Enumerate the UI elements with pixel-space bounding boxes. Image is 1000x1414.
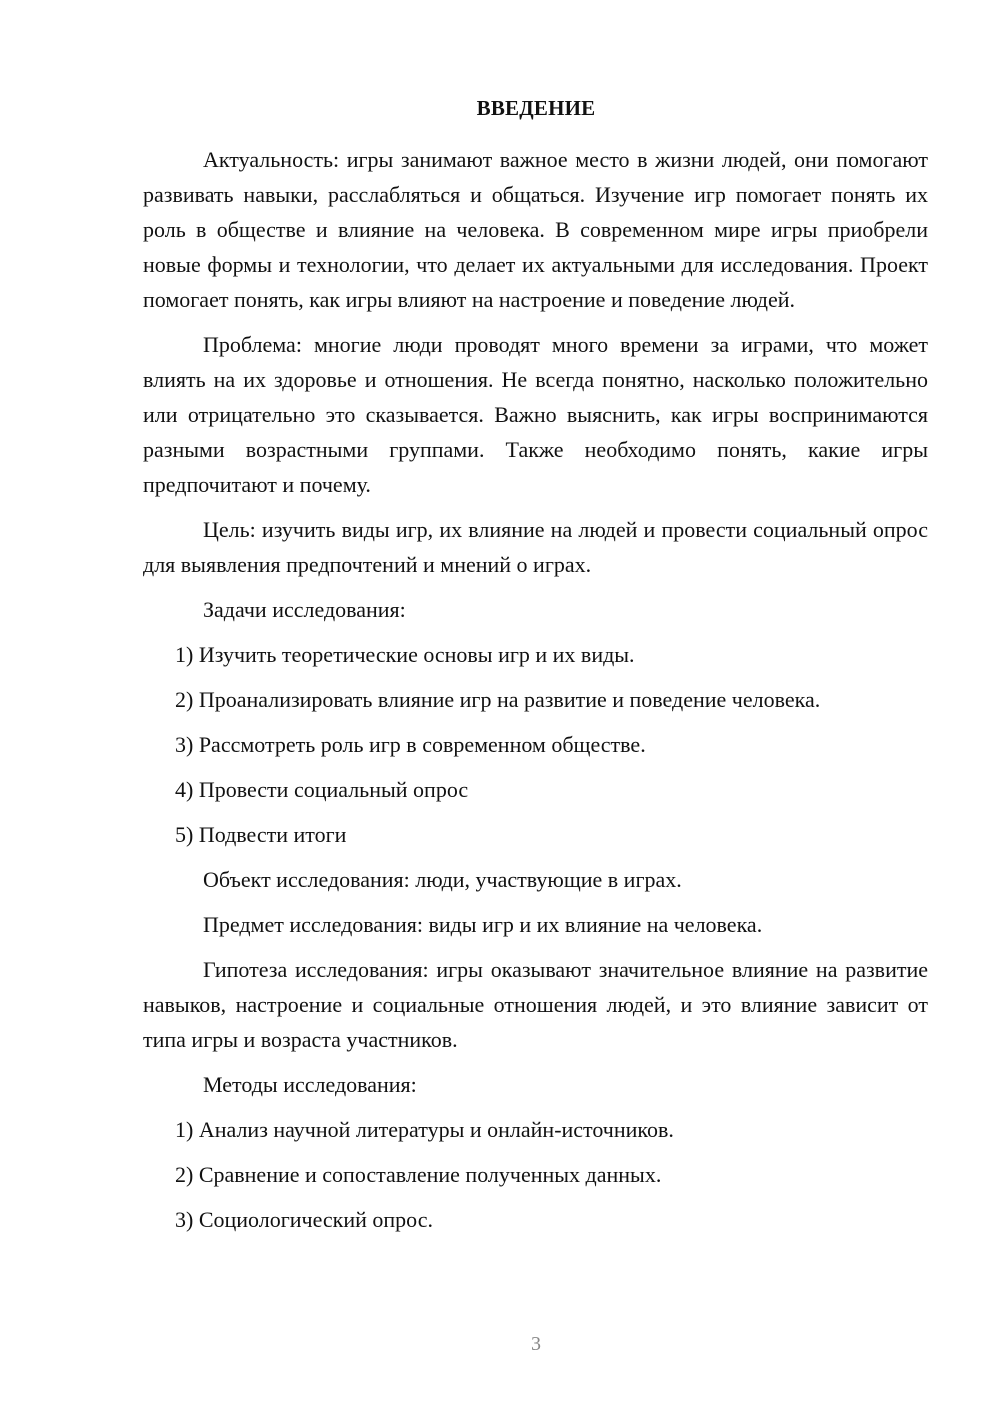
method-item: 2) Сравнение и сопоставление полученных данных. [175,1162,662,1187]
method-item: 1) Анализ научной литературы и онлайн-источников. [175,1117,674,1142]
methods-list [143,1112,928,1237]
research-subject: Предмет исследования: виды игр и их влияние на человека. [203,912,763,937]
problem-paragraph: Проблема: многие люди проводят много времени за играми, что может влиять на их здоровье и отношения. Не всегда понятно, насколько положительно или отрицательно это сказывается. Важно выяснить, как игры воспринимаются разными возрастными группами. Также необходимо понять, какие игры предпочитают и почему. [143,332,928,497]
research-object: Объект исследования: люди, участвующие в играх. [203,867,682,892]
relevance-paragraph: Актуальность: игры занимают важное место в жизни людей, они помогают развивать навыки, расслабляться и общаться. Изучение игр помогает понять их роль в обществе и влияние на человека. В современном мире игры приобрели новые формы и технологии, что делает их актуальными для исследования. Проект помогает понять, как игры влияют на настроение и поведение людей. [143,147,928,312]
task-item: 4) Провести социальный опрос [175,777,469,802]
task-item: 3) Рассмотреть роль игр в современном обществе. [175,732,646,757]
task-item: 5) Подвести итоги [175,822,347,847]
document-body [143,142,928,1247]
goal-paragraph: Цель: изучить виды игр, их влияние на людей и провести социальный опрос для выявления предпочтений и мнений о играх. [143,517,928,577]
page-number: 3 [531,1333,541,1355]
tasks-heading: Задачи исследования: [203,597,406,622]
tasks-list [143,637,928,852]
methods-heading: Методы исследования: [203,1072,417,1097]
hypothesis-paragraph: Гипотеза исследования: игры оказывают значительное влияние на развитие навыков, настроение и социальные отношения людей, и это влияние зависит от типа игры и возраста участников. [143,957,928,1052]
task-item: 2) Проанализировать влияние игр на развитие и поведение человека. [175,687,821,712]
method-item: 3) Социологический опрос. [175,1207,433,1232]
page-title: ВВЕДЕНИЕ [476,96,596,120]
task-item: 1) Изучить теоретические основы игр и их виды. [175,642,635,667]
